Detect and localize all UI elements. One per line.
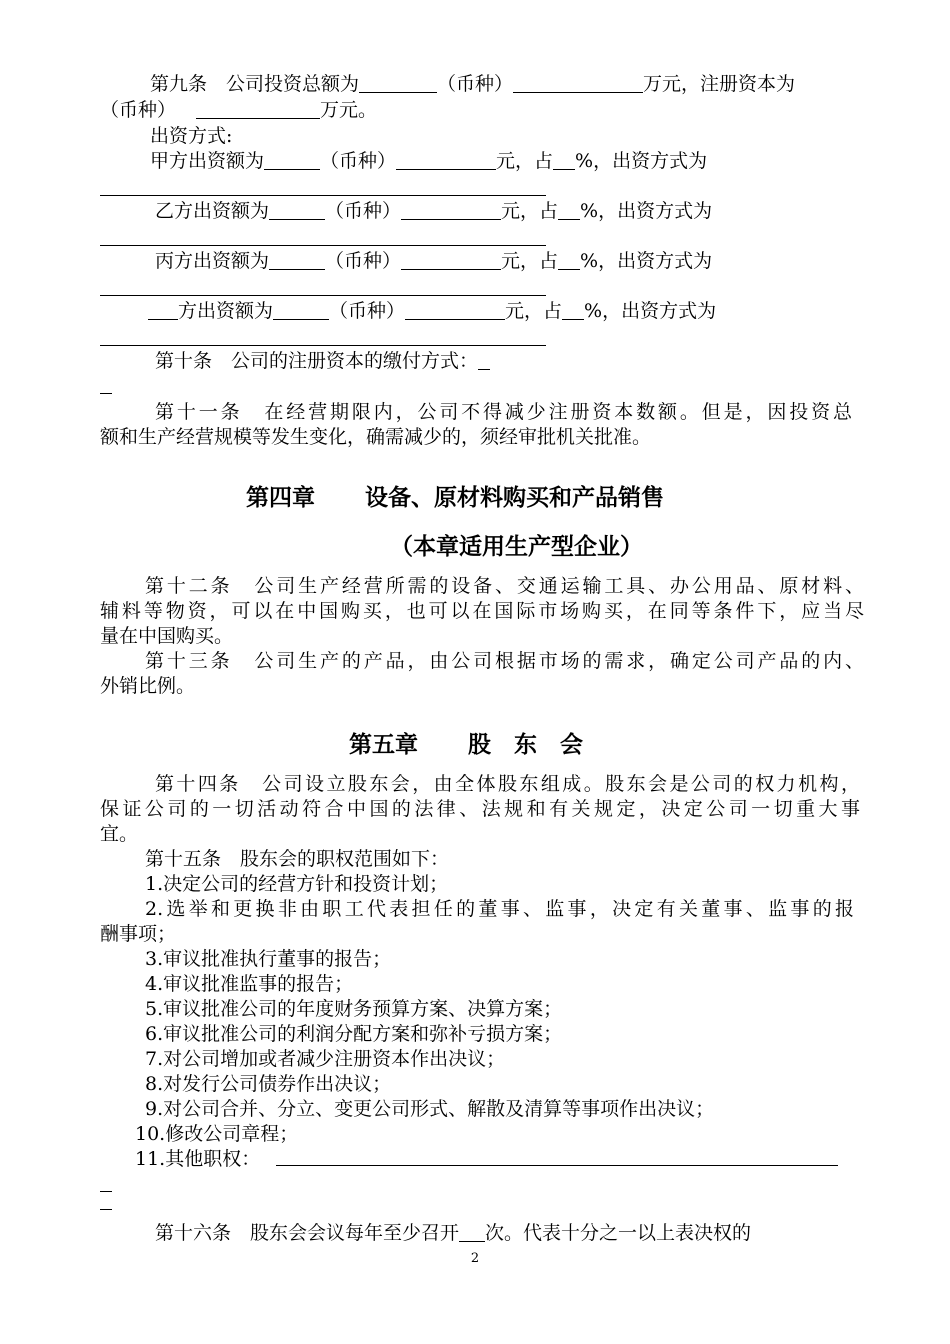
party-d-line: 方出资额为 （币种） 元，占 %，出资方式为 bbox=[148, 299, 854, 324]
article-15-item: 3.审议批准执行董事的报告； bbox=[145, 948, 392, 970]
article-15-item: 9.对公司合并、分立、变更公司形式、解散及清算等事项作出决议； bbox=[145, 1098, 715, 1120]
blank-party-c-amount[interactable] bbox=[269, 250, 325, 270]
blank-party-a-yuan[interactable] bbox=[396, 150, 496, 170]
chapter-4-heading: 第四章 设备、原材料购买和产品销售 bbox=[246, 485, 664, 511]
article-15-intro: 第十五条 股东会的职权范围如下： bbox=[145, 848, 450, 870]
party-b-line: 乙方出资额为 （币种） 元，占 %，出资方式为 bbox=[155, 200, 713, 222]
article-11-line-1: 第十一条 在经营期限内，公司不得减少注册资本数额。但是，因投资总 bbox=[155, 401, 852, 423]
blank-party-c-yuan[interactable] bbox=[401, 250, 501, 270]
blank-party-d-name[interactable] bbox=[148, 300, 178, 320]
blank-payment-method[interactable] bbox=[478, 350, 490, 370]
article-14-line-3: 宜。 bbox=[100, 823, 139, 845]
article-10: 第十条 公司的注册资本的缴付方式： bbox=[155, 349, 854, 374]
continuation-dash bbox=[100, 1191, 112, 1192]
party-b-method-line[interactable] bbox=[100, 244, 546, 246]
blank-total-investment-amount[interactable] bbox=[513, 73, 643, 93]
article-13-line-1: 第十三条 公司生产的产品，由公司根据市场的需求，确定公司产品的内、 bbox=[145, 650, 864, 672]
blank-meeting-times[interactable] bbox=[459, 1222, 485, 1242]
article-15-item: 酬事项； bbox=[100, 923, 177, 945]
article-15-item: 7.对公司增加或者减少注册资本作出决议； bbox=[145, 1048, 506, 1070]
blank-party-d-percent[interactable] bbox=[562, 300, 584, 320]
article-15-item: 1.决定公司的经营方针和投资计划； bbox=[145, 873, 449, 895]
party-a-method-line[interactable] bbox=[100, 194, 546, 196]
party-c-method-line[interactable] bbox=[100, 294, 546, 296]
blank-party-d-amount[interactable] bbox=[273, 300, 329, 320]
chapter-4-subtitle: （本章适用生产型企业） bbox=[390, 534, 643, 560]
article-15-item: 6.审议批准公司的利润分配方案和弥补亏损方案； bbox=[145, 1023, 563, 1045]
article-9-line-1: 第九条 公司投资总额为 （币种） 万元，注册资本为 bbox=[150, 73, 796, 95]
article-9-line-2: （币种） 万元。 bbox=[100, 99, 378, 121]
blank-party-b-amount[interactable] bbox=[269, 200, 325, 220]
article-15-item-other: 11.其他职权： bbox=[135, 1148, 261, 1170]
party-d-method-line[interactable] bbox=[100, 344, 546, 346]
article-12-line-1: 第十二条 公司生产经营所需的设备、交通运输工具、办公用品、原材料、 bbox=[145, 575, 864, 597]
page-number: 2 bbox=[470, 1251, 480, 1266]
article-13-line-2: 外销比例。 bbox=[100, 675, 196, 697]
blank-party-a-percent[interactable] bbox=[553, 150, 575, 170]
continuation-dash bbox=[100, 393, 112, 394]
chapter-5-heading: 第五章 股 东 会 bbox=[349, 732, 583, 758]
article-14-line-1: 第十四条 公司设立股东会，由全体股东组成。股东会是公司的权力机构， bbox=[155, 773, 860, 795]
blank-registered-capital[interactable] bbox=[196, 99, 320, 119]
blank-other-powers[interactable] bbox=[276, 1164, 838, 1166]
article-12-line-2: 辅料等物资，可以在中国购买，也可以在国际市场购买，在同等条件下，应当尽 bbox=[100, 600, 864, 622]
article-12-line-3: 量在中国购买。 bbox=[100, 625, 234, 647]
article-15-item: 5.审议批准公司的年度财务预算方案、决算方案； bbox=[145, 998, 563, 1020]
blank-total-investment[interactable] bbox=[359, 73, 437, 93]
party-a-line: 甲方出资额为 （币种） 元，占 %，出资方式为 bbox=[150, 150, 708, 172]
blank-party-b-percent[interactable] bbox=[558, 200, 580, 220]
continuation-dash bbox=[100, 1209, 112, 1210]
blank-party-b-yuan[interactable] bbox=[401, 200, 501, 220]
article-16-line-1: 第十六条 股东会会议每年至少召开 次。代表十分之一以上表决权的 bbox=[155, 1222, 752, 1244]
blank-party-c-percent[interactable] bbox=[558, 250, 580, 270]
article-15-item: 8.对发行公司债券作出决议； bbox=[145, 1073, 392, 1095]
contribution-heading: 出资方式: bbox=[150, 125, 233, 147]
article-15-item: 10.修改公司章程； bbox=[135, 1123, 299, 1145]
blank-party-d-yuan[interactable] bbox=[405, 300, 505, 320]
article-14-line-2: 保证公司的一切活动符合中国的法律、法规和有关规定，决定公司一切重大事 bbox=[100, 798, 860, 820]
party-c-line: 丙方出资额为 （币种） 元，占 %，出资方式为 bbox=[155, 250, 713, 272]
article-11-line-2: 额和生产经营规模等发生变化，确需减少的，须经审批机关批准。 bbox=[100, 426, 652, 448]
article-15-item: 4.审议批准监事的报告； bbox=[145, 973, 354, 995]
blank-party-a-amount[interactable] bbox=[264, 150, 320, 170]
article-15-item: 2.选举和更换非由职工代表担任的董事、监事，决定有关董事、监事的报 bbox=[145, 898, 854, 920]
